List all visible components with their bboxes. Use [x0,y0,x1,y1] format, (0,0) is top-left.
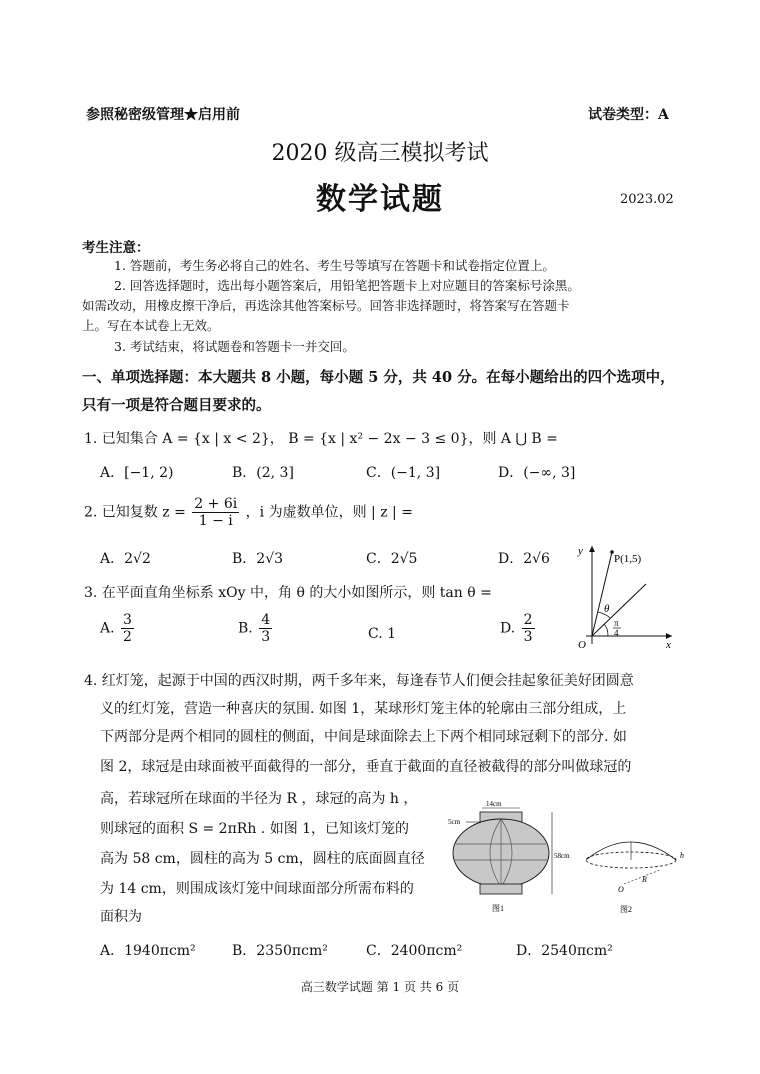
ray-op [592,552,612,636]
fig1-width-label: 14cm [486,800,502,808]
exam-date: 2023.02 [620,192,674,207]
fig-theta-label: θ [604,603,610,615]
q3-option-c: C. 1 [368,626,397,642]
q4-lantern-figure [444,798,584,916]
section-heading-cont: 只有一项是符合题目要求的。 [82,397,271,414]
question-4-line-9: 面积为 [100,909,142,925]
q3-b-den: 3 [261,629,271,645]
question-4-line-5: 高，若球冠所在球面的半径为 R ，球冠的高为 h ， [100,791,418,807]
q3-option-b-label: B. [238,620,253,637]
q3-option-b-fraction [259,612,272,645]
q2-option-d: D．2√6 [498,551,550,567]
question-4-line-3: 下两部分是两个相同的圆柱的侧面，中间是球面除去上下两个相同球冠剩下的部分. 如 [100,729,627,745]
q3-b-num: 4 [261,612,271,628]
question-1-stem: 1. 已知集合 A = {x | x < 2}， B = {x | x² − 2x − 3 ≤ 0}，则 A ⋃ B = [84,431,558,447]
q3-a-den: 2 [123,629,132,645]
q2-option-b: B．2√3 [232,551,284,567]
question-4-line-8: 为 14 cm，则围成该灯笼中间球面部分所需布料的 [100,881,414,897]
page-footer: 高三数学试题 第 1 页 共 6 页 [300,980,460,994]
fig1-cyl-height-label: 5cm [448,818,461,826]
q3-option-a-fraction [121,612,134,645]
question-4-line-7: 高为 58 cm，圆柱的高为 5 cm，圆柱的底面圆直径 [100,851,425,867]
q3-d-num: 2 [523,612,533,628]
fig-origin-label: O [578,639,586,651]
notice-item-1: 1. 答题前，考生务必将自己的姓名、考生号等填写在答题卡和试卷指定位置上。 [114,258,555,273]
question-4-line-1: 4. 红灯笼，起源于中国的西汉时期，两千多年来，每逢春节人们便会挂起象征美好团圆意 [84,673,634,689]
notice-item-2-end: 上。写在本试卷上无效。 [82,318,220,333]
q3-option-d [500,612,537,645]
fig2-o-label: O [618,885,624,894]
q2-option-a: A．2√2 [100,551,151,567]
fig1-height-label: 58cm [554,852,570,860]
notice-item-2: 2. 回答选择题时，选出每小题答案后，用铅笔把答题卡上对应题目的答案标号涂黑。 [114,278,580,293]
q3-d-den: 3 [523,629,533,645]
q1-option-c: C．(−1, 3] [366,465,441,481]
q2-suffix: ，i 为虚数单位，则 | z | = [245,504,413,521]
q3-option-d-fraction [522,612,535,645]
paper-type-label: 试卷类型：A [588,107,669,123]
y-axis-arrow [589,546,595,552]
q2-fraction [192,496,239,529]
q4-option-b: B．2350πcm² [232,943,328,959]
fig2-h-label: h [680,851,684,860]
q3-option-b [238,612,274,645]
q3-option-a [100,612,136,645]
question-4-line-2: 义的红灯笼，营造一种喜庆的氛围. 如图 1，某球形灯笼主体的轮廓由三部分组成，上 [100,701,627,717]
notice-item-2-cont: 如需改动，用橡皮擦干净后，再选涂其他答案标号。回答非选择题时，将答案写在答题卡 [82,298,570,313]
question-3-stem: 3. 在平面直角坐标系 xOy 中，角 θ 的大小如图所示，则 tan θ = [84,585,492,601]
exam-title: 2020 级高三模拟考试 [271,141,489,166]
fig2-r-label: R [642,875,647,884]
q2-prefix: 2. 已知复数 z = [84,504,186,521]
notice-heading: 考生注意： [82,240,150,256]
fig-y-label: y [578,545,583,557]
confidentiality-label: 参照秘密级管理★启用前 [86,107,240,123]
q1-option-a: A．[−1, 2) [100,465,174,481]
question-4-line-6: 则球冠的面积 S = 2πRh . 如图 1，已知该灯笼的 [100,821,410,837]
q2-option-c: C．2√5 [366,551,418,567]
q2-denominator: 1 − i [198,513,233,529]
q4-option-c: C．2400πcm² [366,943,463,959]
q1-option-b: B．(2, 3] [232,465,294,481]
fig2-caption: 图2 [620,905,632,914]
q3-option-a-label: A. [100,620,115,637]
q3-a-num: 3 [123,612,132,628]
fig1-caption: 图1 [492,904,504,913]
q3-angle-figure [568,540,678,652]
q2-numerator: 2 + 6i [194,496,238,512]
question-2-stem [84,496,413,529]
fig-x-label: x [666,639,671,651]
section-heading: 一、单项选择题：本大题共 8 小题，每小题 5 分，共 40 分。在每小题给出的四个选项中， [82,369,675,386]
question-4-line-4: 图 2，球冠是由球面被平面截得的一部分，垂直于截面的直径被截得的部分叫做球冠的 [100,759,632,775]
fig-pi-label: π [614,618,619,628]
fig-four-label: 4 [614,628,619,638]
q4-option-d: D．2540πcm² [516,943,613,959]
notice-item-3: 3. 考试结束，将试题卷和答题卡一并交回。 [114,339,355,354]
q3-option-d-label: D. [500,620,516,637]
q4-option-a: A．1940πcm² [100,943,196,959]
q1-option-d: D．(−∞, 3] [498,465,576,481]
bottom-cylinder [480,884,522,894]
subject-title: 数学试题 [316,182,444,217]
q4-cap-figure [580,830,690,916]
fig-point-label: P(1,5) [614,553,642,565]
pi4-arc [604,624,608,636]
